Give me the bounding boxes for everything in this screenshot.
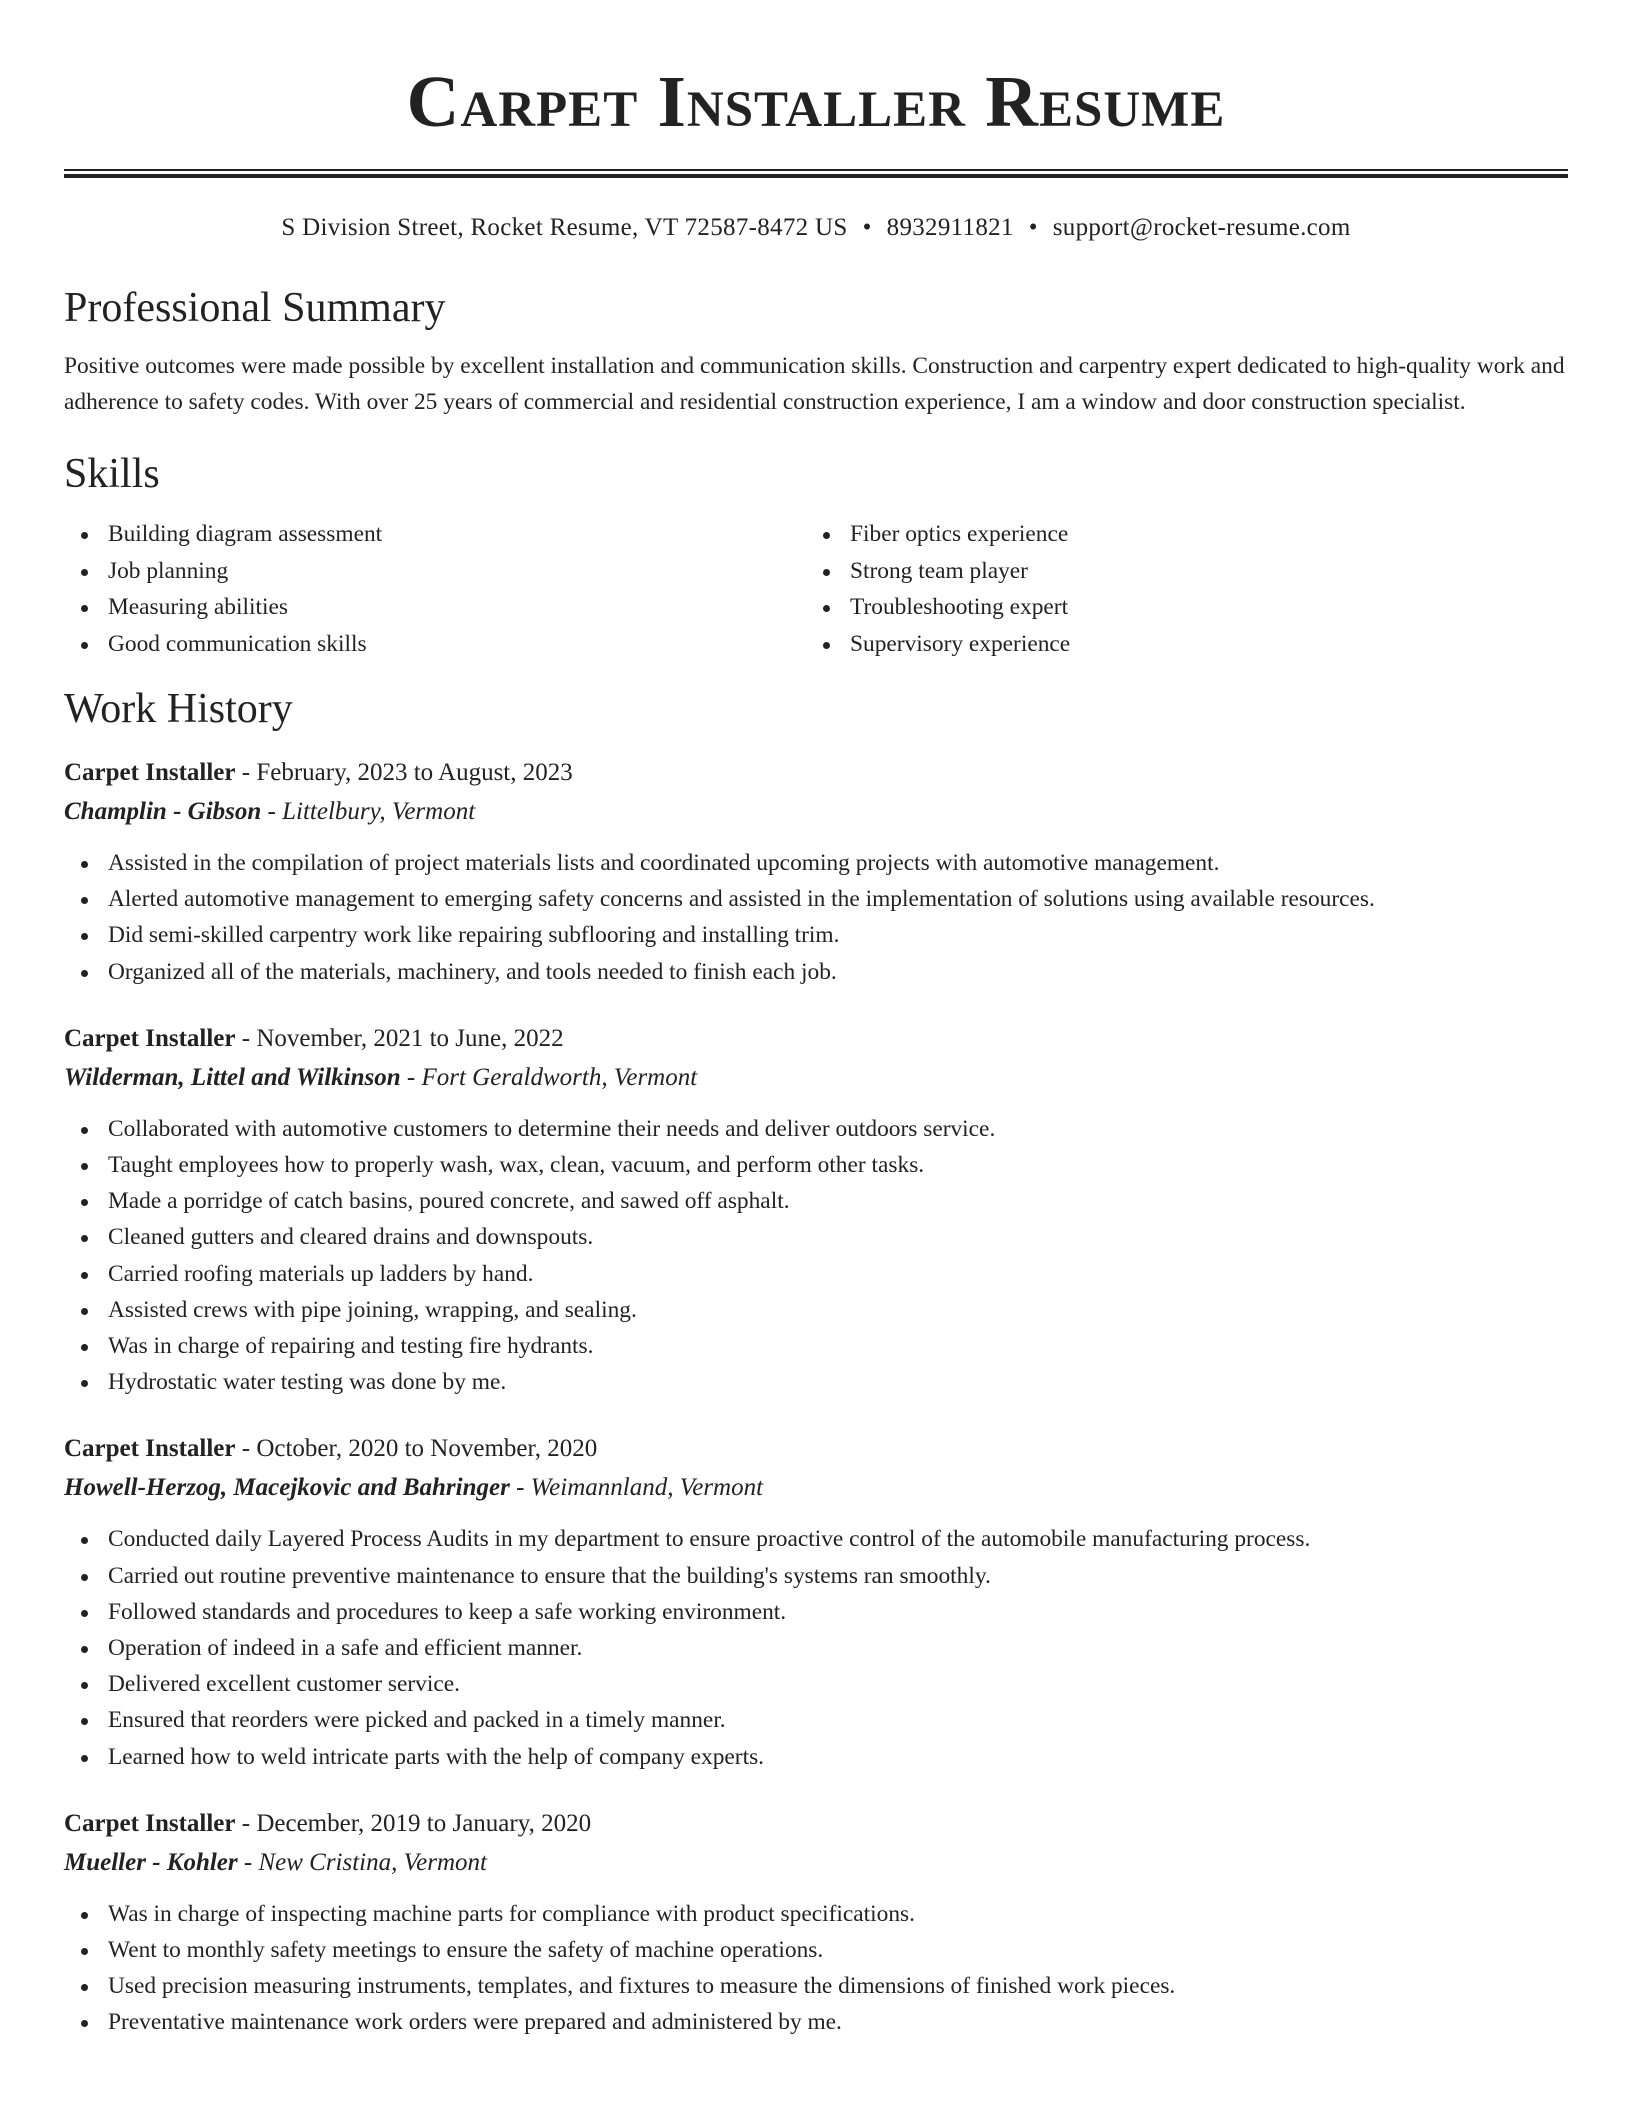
job-company: Wilderman, Littel and Wilkinson (64, 1063, 401, 1091)
job-duties (64, 845, 1568, 990)
skill-item: Building diagram assessment (64, 516, 806, 553)
job-duty-item: Hydrostatic water testing was done by me. (64, 1364, 1568, 1400)
title-divider (64, 169, 1568, 178)
skills-column-right (806, 516, 1548, 662)
job-title-line (64, 1020, 1568, 1058)
job-dates: - November, 2021 to June, 2022 (235, 1024, 564, 1052)
skills-column-left (64, 516, 806, 662)
job-duties (64, 1111, 1568, 1401)
resume-page (64, 0, 1568, 2041)
job-role: Carpet Installer (64, 1809, 236, 1837)
job-duty-item: Assisted crews with pipe joining, wrapping, and sealing. (64, 1292, 1568, 1328)
job-dates: - February, 2023 to August, 2023 (235, 759, 573, 786)
job-duty-item: Was in charge of repairing and testing fire hydrants. (64, 1328, 1568, 1364)
job-duty-item: Operation of indeed in a safe and efficient manner. (64, 1630, 1568, 1666)
job-company: Howell-Herzog, Macejkovic and Bahringer (64, 1474, 510, 1502)
job-duty-item: Carried out routine preventive maintenance to ensure that the building's systems ran smoothly. (64, 1558, 1568, 1594)
job-location: - Fort Geraldworth, Vermont (400, 1063, 698, 1091)
job-duty-item: Carried roofing materials up ladders by hand. (64, 1256, 1568, 1292)
job-title-line (64, 754, 1568, 792)
job-company-line (64, 792, 1568, 832)
job-location: - New Cristina, Vermont (237, 1848, 487, 1876)
skills-heading: Skills (64, 451, 160, 497)
contact-separator: • (1028, 214, 1038, 241)
job-duty-item: Was in charge of inspecting machine parts for compliance with product specifications. (64, 1896, 1568, 1932)
job-duty-item: Ensured that reorders were picked and packed in a timely manner. (64, 1702, 1568, 1738)
job-company-line (64, 1468, 1568, 1508)
job-duty-item: Taught employees how to properly wash, wax, clean, vacuum, and perform other tasks. (64, 1147, 1568, 1183)
skill-item: Supervisory experience (806, 626, 1548, 663)
job-duty-item: Used precision measuring instruments, templates, and fixtures to measure the dimensions of finished work pieces. (64, 1968, 1568, 2004)
job-location: - Littelbury, Vermont (261, 798, 476, 825)
skill-item: Fiber optics experience (806, 516, 1548, 553)
work-history-heading: Work History (64, 686, 293, 732)
job-duty-item: Collaborated with automotive customers to determine their needs and deliver outdoors service. (64, 1111, 1568, 1147)
job-duties (64, 1896, 1568, 2041)
job-title-line (64, 1805, 1568, 1843)
job-company: Champlin - Gibson (64, 798, 262, 825)
contact-separator: • (862, 214, 872, 241)
contact-email: support@rocket-resume.com (1052, 214, 1351, 241)
job-duty-item: Went to monthly safety meetings to ensure the safety of machine operations. (64, 1932, 1568, 1968)
contact-line (64, 212, 1568, 244)
job-duty-item: Did semi-skilled carpentry work like repairing subflooring and installing trim. (64, 917, 1568, 953)
job-duty-item: Alerted automotive management to emerging safety concerns and assisted in the implementation of solutions using available resources. (64, 881, 1568, 917)
skill-item: Job planning (64, 553, 806, 590)
job-dates: - October, 2020 to November, 2020 (235, 1435, 598, 1463)
skill-item: Measuring abilities (64, 589, 806, 626)
job-duty-item: Organized all of the materials, machinery, and tools needed to finish each job. (64, 954, 1568, 990)
job-duty-item: Made a porridge of catch basins, poured concrete, and sawed off asphalt. (64, 1183, 1568, 1219)
job-duty-item: Learned how to weld intricate parts with the help of company experts. (64, 1739, 1568, 1775)
skill-item: Good communication skills (64, 626, 806, 663)
skill-item: Strong team player (806, 553, 1548, 590)
job-duty-item: Delivered excellent customer service. (64, 1666, 1568, 1702)
summary-heading: Professional Summary (64, 285, 446, 331)
job-title-line (64, 1430, 1568, 1468)
job-duty-item: Followed standards and procedures to keep a safe working environment. (64, 1594, 1568, 1630)
job-entry (64, 1430, 1568, 1774)
job-company-line (64, 1058, 1568, 1098)
resume-title: Carpet Installer Resume (406, 61, 1226, 142)
summary-text: Positive outcomes were made possible by excellent installation and communication skills. Construction and carpentry expert dedicated to high-quality work and adherence to safety codes. With over 25 years of commercial and residential construction experience, I am a window and door construction specialist. (64, 353, 1565, 415)
job-location: - Weimannland, Vermont (509, 1474, 764, 1502)
job-entry (64, 1805, 1568, 2041)
contact-phone: 8932911821 (886, 214, 1014, 241)
job-role: Carpet Installer (64, 1024, 236, 1052)
job-company-line (64, 1843, 1568, 1883)
job-role: Carpet Installer (64, 759, 236, 786)
skills-list (64, 516, 1568, 662)
job-role: Carpet Installer (64, 1435, 236, 1463)
job-duties (64, 1521, 1568, 1774)
job-duty-item: Conducted daily Layered Process Audits in my department to ensure proactive control of the automobile manufacturing process. (64, 1521, 1568, 1557)
job-dates: - December, 2019 to January, 2020 (235, 1809, 592, 1837)
job-duty-item: Assisted in the compilation of project materials lists and coordinated upcoming projects with automotive management. (64, 845, 1568, 881)
job-entry (64, 754, 1568, 990)
job-duty-item: Cleaned gutters and cleared drains and downspouts. (64, 1219, 1568, 1255)
job-entry (64, 1020, 1568, 1401)
skill-item: Troubleshooting expert (806, 589, 1548, 626)
job-duty-item: Preventative maintenance work orders were prepared and administered by me. (64, 2004, 1568, 2040)
job-company: Mueller - Kohler (64, 1848, 238, 1876)
contact-address: S Division Street, Rocket Resume, VT 72587-8472 US (281, 214, 848, 241)
